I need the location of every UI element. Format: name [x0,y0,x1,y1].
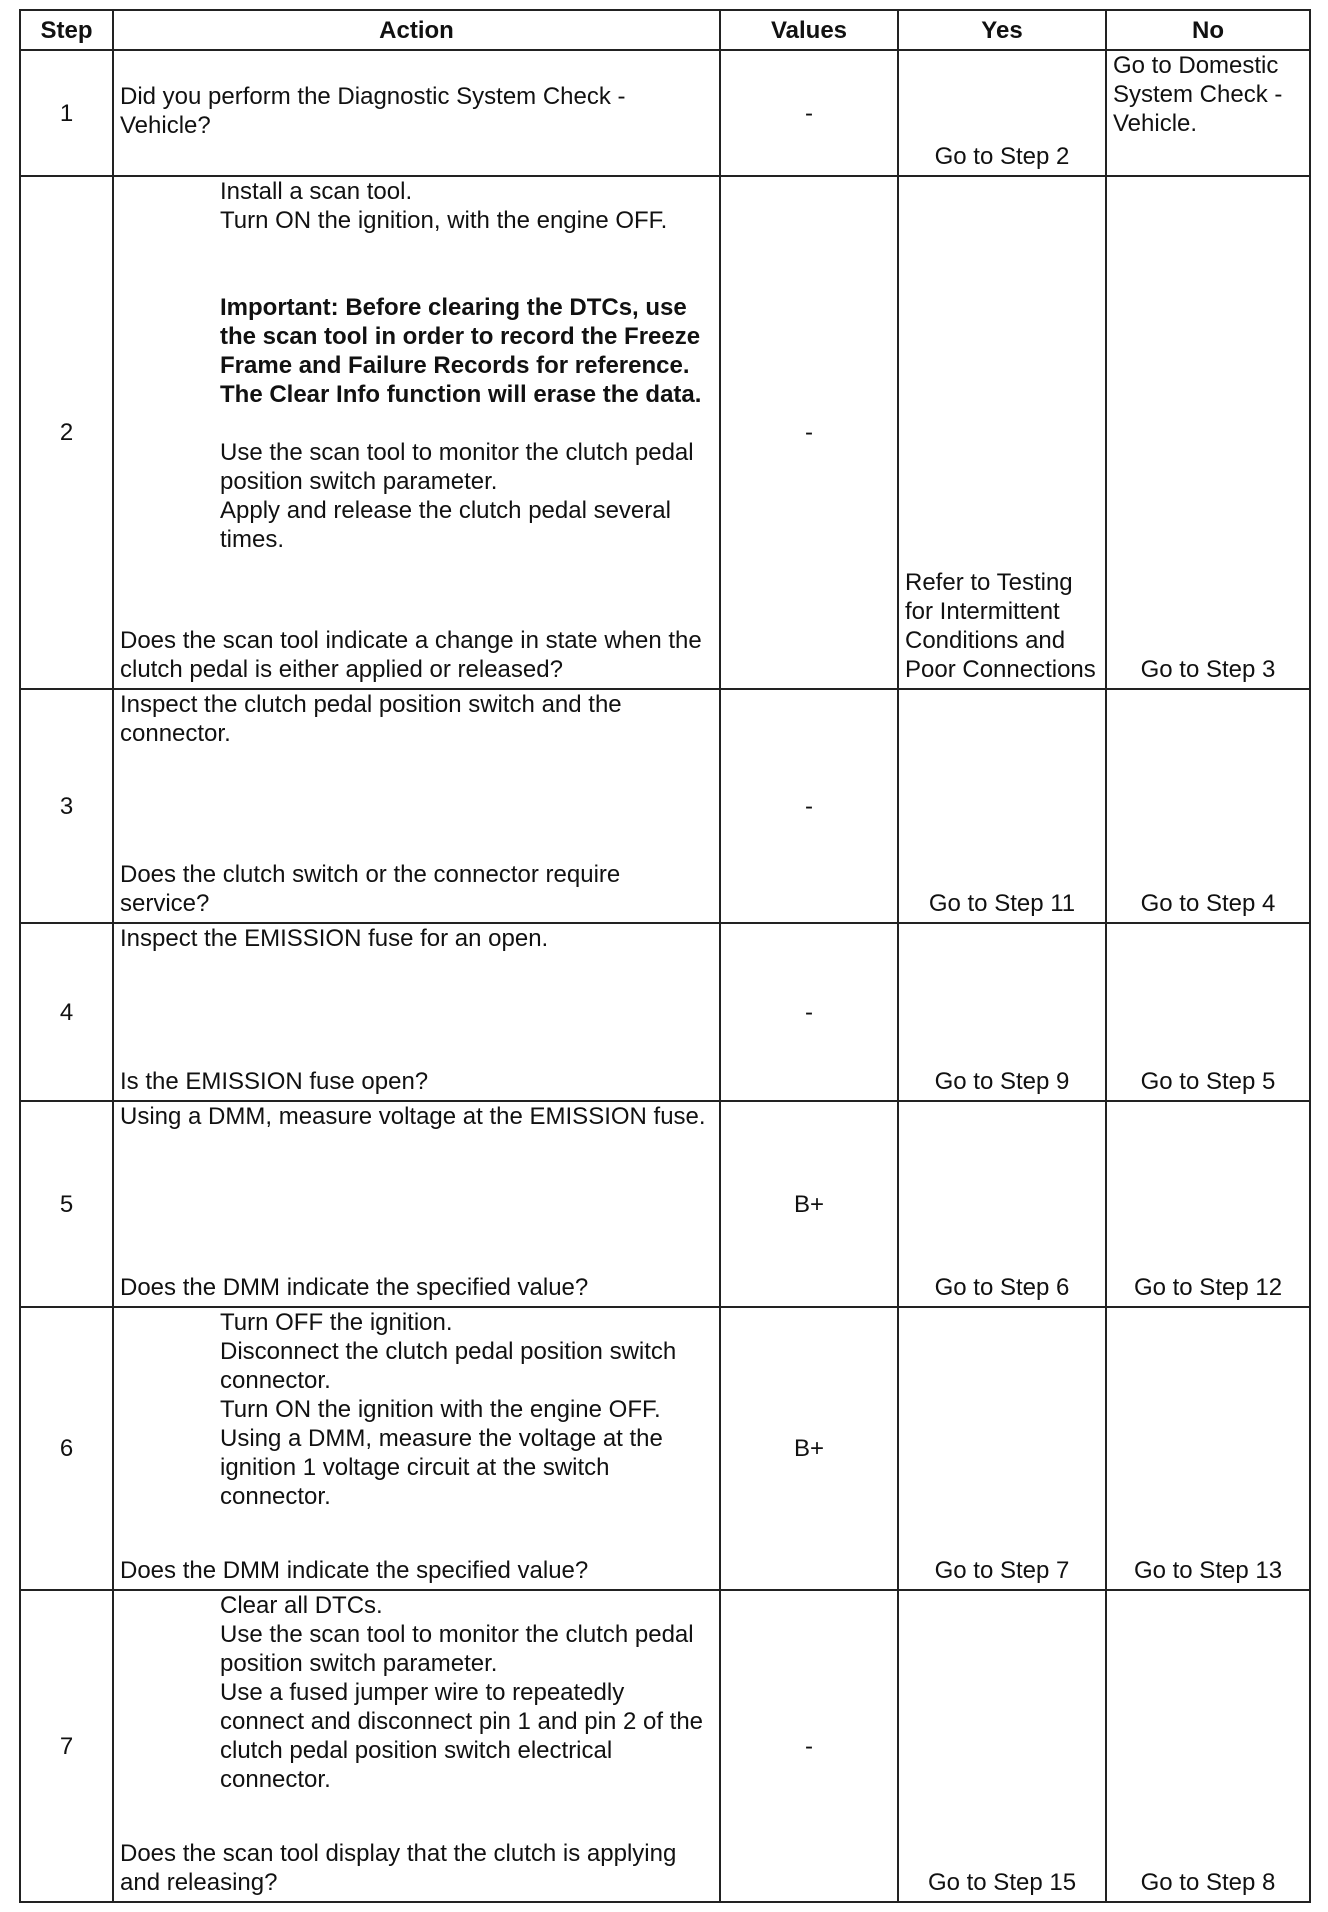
step-number: 4 [20,923,113,1101]
values-cell: - [720,176,898,689]
action-cell [113,923,720,1101]
action-line: Use the scan tool to monitor the clutch pedal position switch parameter. [220,439,694,495]
action-line: Use the scan tool to monitor the clutch pedal position switch parameter. [220,1621,694,1677]
header-no: No [1106,10,1310,50]
values-cell: B+ [720,1307,898,1590]
action-line: Inspect the clutch pedal position switch and the connector. [120,691,622,747]
step-number: 5 [20,1101,113,1307]
table-row [20,1590,1310,1902]
header-action: Action [113,10,720,50]
table-row [20,923,1310,1101]
action-cell [113,50,720,176]
table-row [20,176,1310,689]
values-cell: - [720,1590,898,1902]
action-line: Clear all DTCs. [220,1592,383,1619]
step-number: 7 [20,1590,113,1902]
action-question: Does the scan tool indicate a change in state when the clutch pedal is either applied or released? [120,627,702,683]
diagnostic-table [19,9,1311,1903]
action-question: Does the clutch switch or the connector require service? [120,861,621,917]
action-line: Turn OFF the ignition. [220,1309,453,1336]
action-cell [113,1101,720,1307]
step-number: 1 [20,50,113,176]
step-number: 6 [20,1307,113,1590]
values-cell: - [720,689,898,923]
header-values: Values [720,10,898,50]
action-line: Using a DMM, measure the voltage at the ignition 1 voltage circuit at the switch connector. [220,1425,663,1510]
yes-cell: Go to Step 11 [898,689,1106,923]
table-row [20,1101,1310,1307]
no-cell: Go to Step 12 [1106,1101,1310,1307]
action-line: Turn ON the ignition with the engine OFF. [220,1396,661,1423]
values-cell: - [720,50,898,176]
action-cell [113,689,720,923]
yes-cell: Go to Step 9 [898,923,1106,1101]
no-cell: Go to Step 3 [1106,176,1310,689]
table-row [20,1307,1310,1590]
table-row [20,50,1310,176]
action-question: Does the scan tool display that the clutch is applying and releasing? [120,1840,677,1896]
action-cell [113,176,720,689]
values-cell: B+ [720,1101,898,1307]
action-cell [113,1590,720,1902]
no-cell: Go to Step 8 [1106,1590,1310,1902]
yes-cell: Refer to Testing for Intermittent Conditions and Poor Connections [898,176,1106,689]
step-number: 3 [20,689,113,923]
yes-cell: Go to Step 2 [898,50,1106,176]
values-cell: - [720,923,898,1101]
action-line: Install a scan tool. [220,178,413,205]
no-cell: Go to Domestic System Check - Vehicle. [1106,50,1310,176]
yes-cell: Go to Step 7 [898,1307,1106,1590]
action-line: Use a fused jumper wire to repeatedly connect and disconnect pin 1 and pin 2 of the clutch pedal position switch electrical connector. [220,1679,704,1793]
no-cell: Go to Step 13 [1106,1307,1310,1590]
action-question: Does the DMM indicate the specified value? [120,1274,589,1301]
yes-cell: Go to Step 15 [898,1590,1106,1902]
action-question: Is the EMISSION fuse open? [120,1068,429,1095]
action-line: Apply and release the clutch pedal several times. [220,497,671,553]
no-cell: Go to Step 5 [1106,923,1310,1101]
step-number: 2 [20,176,113,689]
no-cell: Go to Step 4 [1106,689,1310,923]
action-question: Does the DMM indicate the specified value? [120,1557,589,1584]
action-line: Disconnect the clutch pedal position switch connector. [220,1338,677,1394]
header-row [20,10,1310,50]
action-cell [113,1307,720,1590]
header-step: Step [20,10,113,50]
table-row [20,689,1310,923]
action-question: Did you perform the Diagnostic System Check - Vehicle? [120,83,626,139]
action-line: Inspect the EMISSION fuse for an open. [120,925,549,952]
header-yes: Yes [898,10,1106,50]
action-line: Using a DMM, measure voltage at the EMISSION fuse. [120,1103,706,1130]
important-note: Important: Before clearing the DTCs, use the scan tool in order to record the Freeze Frame and Failure Records for reference. The Clear Info function will erase the data. [220,294,702,408]
yes-cell: Go to Step 6 [898,1101,1106,1307]
action-line: Turn ON the ignition, with the engine OFF. [220,207,668,234]
